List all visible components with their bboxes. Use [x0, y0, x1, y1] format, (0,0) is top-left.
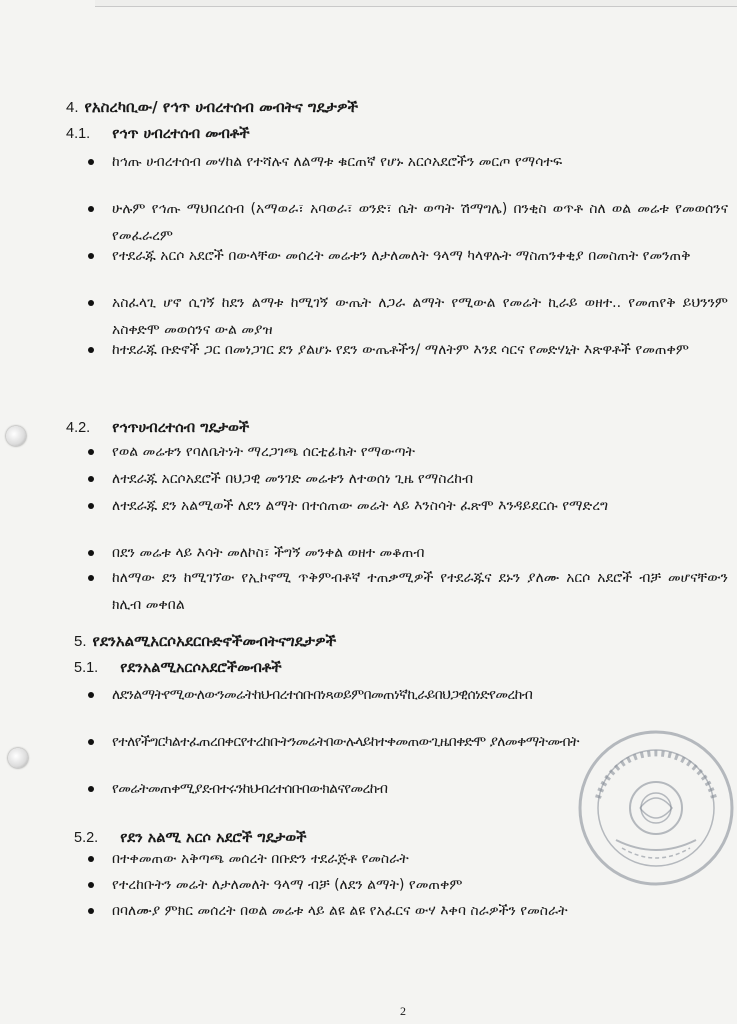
official-seal-stamp: [576, 728, 736, 888]
bullet: [88, 908, 94, 914]
section-heading: [66, 98, 358, 116]
bullet: [88, 575, 94, 581]
list-item-text: ሁሉም የኅጡ ማህበረሰብ (አማወራ፣ አባወራ፣ ወንድ፣ ሴት ወጣት ሽማግሌ) በንቂስ ወጥቶ ስለ ወል መሬቱ የመወሰንና የመፈራረም: [112, 201, 728, 244]
list-item-text: በተቀመጠው አቅጣጫ መሰረት በቡድን ተደራጅቶ የመስራት: [112, 851, 409, 867]
subsection-number: 4.1.: [66, 126, 91, 142]
subsection-number: 4.2.: [66, 420, 91, 436]
section-number: 5.: [74, 633, 87, 650]
list-item-text: የተረከቡትን መሬት ለታለመለት ዓላማ ብቻ (ለደን ልማት) የመጠቀም: [112, 877, 463, 893]
bullet: [88, 300, 94, 306]
list-item-text: የመሬትመጠቀሚያደብተሩንከህብረተሰቡበውክልናየመረከብ: [112, 781, 388, 797]
page-number: 2: [400, 1004, 406, 1018]
list-item-text: ከለማው ደን ከሚገኘው የኢኮኖሚ ጥቅምብቶኛ ተጠቃሚዎች የተደራጁና ደኑን ያለሙ አርሶ አደሮች ብቻ መሆናቸውን ክሊብ መቀበል: [112, 570, 728, 613]
bullet: [88, 739, 94, 745]
list-item-text: ከተደራጁ ቡድኖች ጋር በመነጋገር ደን ያልሆኑ የደን ውጤቶችን/ ማለትም እንደ ሳርና የመድሃኒት እጽዋቶች የመጠቀም: [112, 342, 689, 358]
subsection-heading: [66, 126, 250, 142]
stamp-emblem-mark: [640, 798, 672, 818]
list-item: [88, 682, 728, 709]
list-item: [88, 149, 728, 176]
subsection-title: የኅጥሀብረተሰብ ግዴታወች: [112, 420, 250, 436]
bullet: [88, 550, 94, 556]
list-item: [88, 898, 728, 925]
list-item-text: በባለሙያ ምክር መሰረት በወል መሬቱ ላይ ልዩ ልዩ የአፈርና ውሃ እቀባ ስራዎችን የመስራት: [112, 903, 568, 919]
list-item-text: በደን መሬቱ ላይ እሳት መለኮስ፣ ችግኝ መንቀል ወዘተ መቆጠብ: [112, 545, 425, 561]
subsection-heading: [74, 660, 282, 676]
list-item: [88, 439, 728, 466]
stamp-emblem: [630, 782, 682, 834]
bullet: [88, 253, 94, 259]
list-item-text: የወል መሬቱን የባለቤትነት ማረጋገጫ ሰርቲፊኬት የማውጣት: [112, 444, 416, 460]
list-item: [88, 565, 728, 618]
bullet: [88, 692, 94, 698]
list-item-text: ለደንልማትየሚውለውንመሬትከህብረተሰቡበነጻወይምበመጠነኛኪራይበህጋዊሰነድየመረከብ: [112, 687, 533, 703]
list-item-text: ለተደራጁ አርሶአደሮች በህጋዊ መንገድ መሬቱን ለተወሰነ ጊዜ የማስረከብ: [112, 471, 474, 487]
subsection-number: 5.2.: [74, 830, 99, 846]
list-item: [88, 290, 728, 343]
subsection-title: የኅጥ ሀብረተሰብ መብቶች: [112, 126, 250, 142]
list-item-text: የተደራጁ አርሶ አደሮች በውላቸው መሰረት መሬቱን ለታለመለት ዓላማ ካላዋሉት ማስጠንቀቂያ በመስጠት የመንጠቅ: [112, 248, 691, 264]
list-item: [88, 196, 728, 249]
subsection-number: 5.1.: [74, 660, 99, 676]
section-title: የደንአልሚአርሶአደርቡድኖችመብትናግዴታዎች: [92, 632, 337, 650]
bullet: [88, 347, 94, 353]
list-item-text: ከኅጡ ሀብረተሰብ መሃከል የተሻሉና ለልማቱ ቁርጠኛ የሆኑ አርሶአደሮችን መርጦ የማሳተፍ: [112, 154, 563, 170]
list-item-text: አስፈላጊ ሆኖ ሲገኝ ከደን ልማቱ ከሚገኝ ውጤት ለጋራ ልማት የሚውል የመሬት ኪራይ ወዘተ.. የመጠየቅ ይህንንም አስቀድሞ መወሰንና ውል መያዝ: [112, 295, 728, 338]
subsection-title: የደንአልሚአርሶአደሮችመብቶች: [120, 660, 282, 676]
list-item-text: የተለየችግርካልተፈጠረበቀርየተረከቡትንመሬትበውሉላይከተቀመጠውጊዜበቀድሞ ያለመቀማትመብት: [112, 734, 579, 750]
section-number: 4.: [66, 99, 79, 116]
bullet: [88, 856, 94, 862]
bullet: [88, 449, 94, 455]
section-heading: [74, 632, 336, 650]
section-title: የአስረካቢው/ የኅጥ ሀብረተሰብ መብትና ግዴታዎች: [84, 98, 359, 116]
subsection-heading: [66, 420, 249, 436]
bullet: [88, 159, 94, 165]
list-item: [88, 540, 728, 567]
bullet: [88, 786, 94, 792]
list-item: [88, 493, 728, 520]
subsection-heading: [74, 830, 306, 846]
list-item: [88, 243, 728, 270]
stamp-lower-text-mark: [616, 840, 696, 850]
bullet: [88, 206, 94, 212]
list-item: [88, 337, 728, 364]
subsection-title: የደን አልሚ አርሶ አደሮች ግዴታወች: [120, 830, 307, 846]
list-item: [88, 466, 728, 493]
stamp-ring-lettering: [598, 753, 714, 798]
bullet: [88, 882, 94, 888]
bullet: [88, 503, 94, 509]
list-item-text: ለተደራጁ ደን አልሚወች ለደን ልማት በተሰጠው መሬት ላይ እንስሳት ፈጽሞ እንዳይደርሱ የማድረግ: [112, 498, 609, 514]
bullet: [88, 476, 94, 482]
